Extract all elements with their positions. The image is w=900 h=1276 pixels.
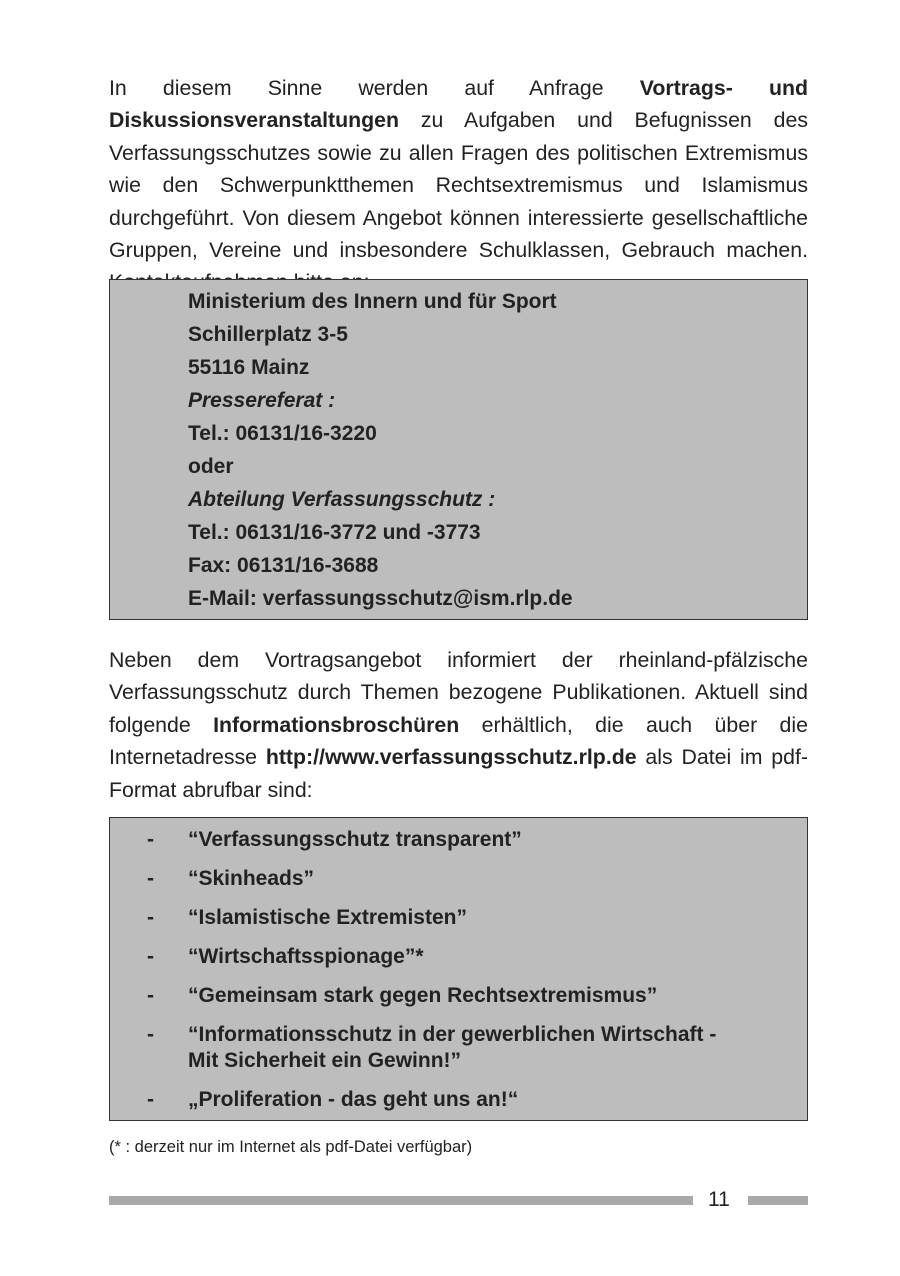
intro-text-1: In diesem Sinne werden auf Anfrage — [109, 76, 640, 100]
footnote: (* : derzeit nur im Internet als pdf-Datei verfügbar) — [109, 1138, 473, 1156]
footer-rule-right — [748, 1196, 808, 1205]
publications-bold-brochures: Informationsbroschüren — [213, 712, 460, 737]
contact-fax: Fax: 06131/16-3688 — [188, 554, 379, 577]
contact-box — [109, 279, 808, 620]
footer-rule-left — [109, 1196, 693, 1205]
intro-bold-events: Vortrags- und Diskussionsveranstaltungen — [109, 76, 808, 133]
brochure-title: “Wirtschaftsspionage”* — [188, 945, 424, 968]
list-dash: - — [147, 1088, 154, 1111]
list-dash: - — [147, 828, 154, 851]
contact-press-tel: Tel.: 06131/16-3220 — [188, 422, 377, 445]
brochure-title: “Skinheads” — [188, 867, 315, 890]
list-dash: - — [147, 867, 154, 890]
intro-text-2: zu Aufgaben und Befugnissen des Verfassungsschutzes sowie zu allen Fragen des politischen Extremismus wie den Schwerpunktthemen Rechtsextremismus und Islamismus durchgeführt. Von diesem Angebot können interessierte gesellschaftliche Gruppen, Vereine und insbesondere Schulklassen, Gebrauch machen. — [109, 108, 808, 263]
brochure-title-continued: Mit Sicherheit ein Gewinn!” — [188, 1049, 462, 1072]
contact-or: oder — [188, 455, 234, 478]
brochure-title: “Informationsschutz in der gewerblichen Wirtschaft - — [188, 1023, 717, 1046]
list-dash: - — [147, 906, 154, 929]
list-dash: - — [147, 1023, 154, 1046]
website-link[interactable]: http://www.verfassungsschutz.rlp.de — [265, 745, 637, 770]
contact-dept-tel: Tel.: 06131/16-3772 und -3773 — [188, 521, 481, 544]
page-number: 11 — [708, 1188, 730, 1211]
brochure-title: “Gemeinsam stark gegen Rechtsextremismus” — [188, 984, 658, 1007]
intro-paragraph — [109, 72, 808, 299]
contact-dept-label: Abteilung Verfassungsschutz : — [188, 488, 496, 511]
brochure-title: “Verfassungsschutz transparent” — [188, 828, 522, 851]
list-dash: - — [147, 945, 154, 968]
contact-street: Schillerplatz 3-5 — [188, 323, 348, 346]
brochure-title: „Proliferation - das geht uns an!“ — [188, 1088, 519, 1111]
brochure-box — [109, 817, 808, 1121]
brochure-title: “Islamistische Extremisten” — [188, 906, 467, 929]
contact-ministry: Ministerium des Innern und für Sport — [188, 290, 557, 313]
list-dash: - — [147, 984, 154, 1007]
publications-paragraph — [109, 644, 808, 806]
publications-text-3: als Datei im pdf-Format abrufbar sind: — [109, 745, 808, 802]
contact-email[interactable]: E-Mail: verfassungsschutz@ism.rlp.de — [188, 587, 573, 610]
publications-text-1: Neben dem Vortragsangebot informiert der rheinland-pfälzische Verfassungsschutz durch Themen bezogene Publikationen. Aktuell sind folgende — [109, 648, 808, 737]
contact-city: 55116 Mainz — [188, 356, 310, 379]
contact-press-label: Pressereferat : — [188, 389, 336, 412]
publications-text-2: erhältlich, die auch über die Internetadresse — [109, 712, 808, 770]
